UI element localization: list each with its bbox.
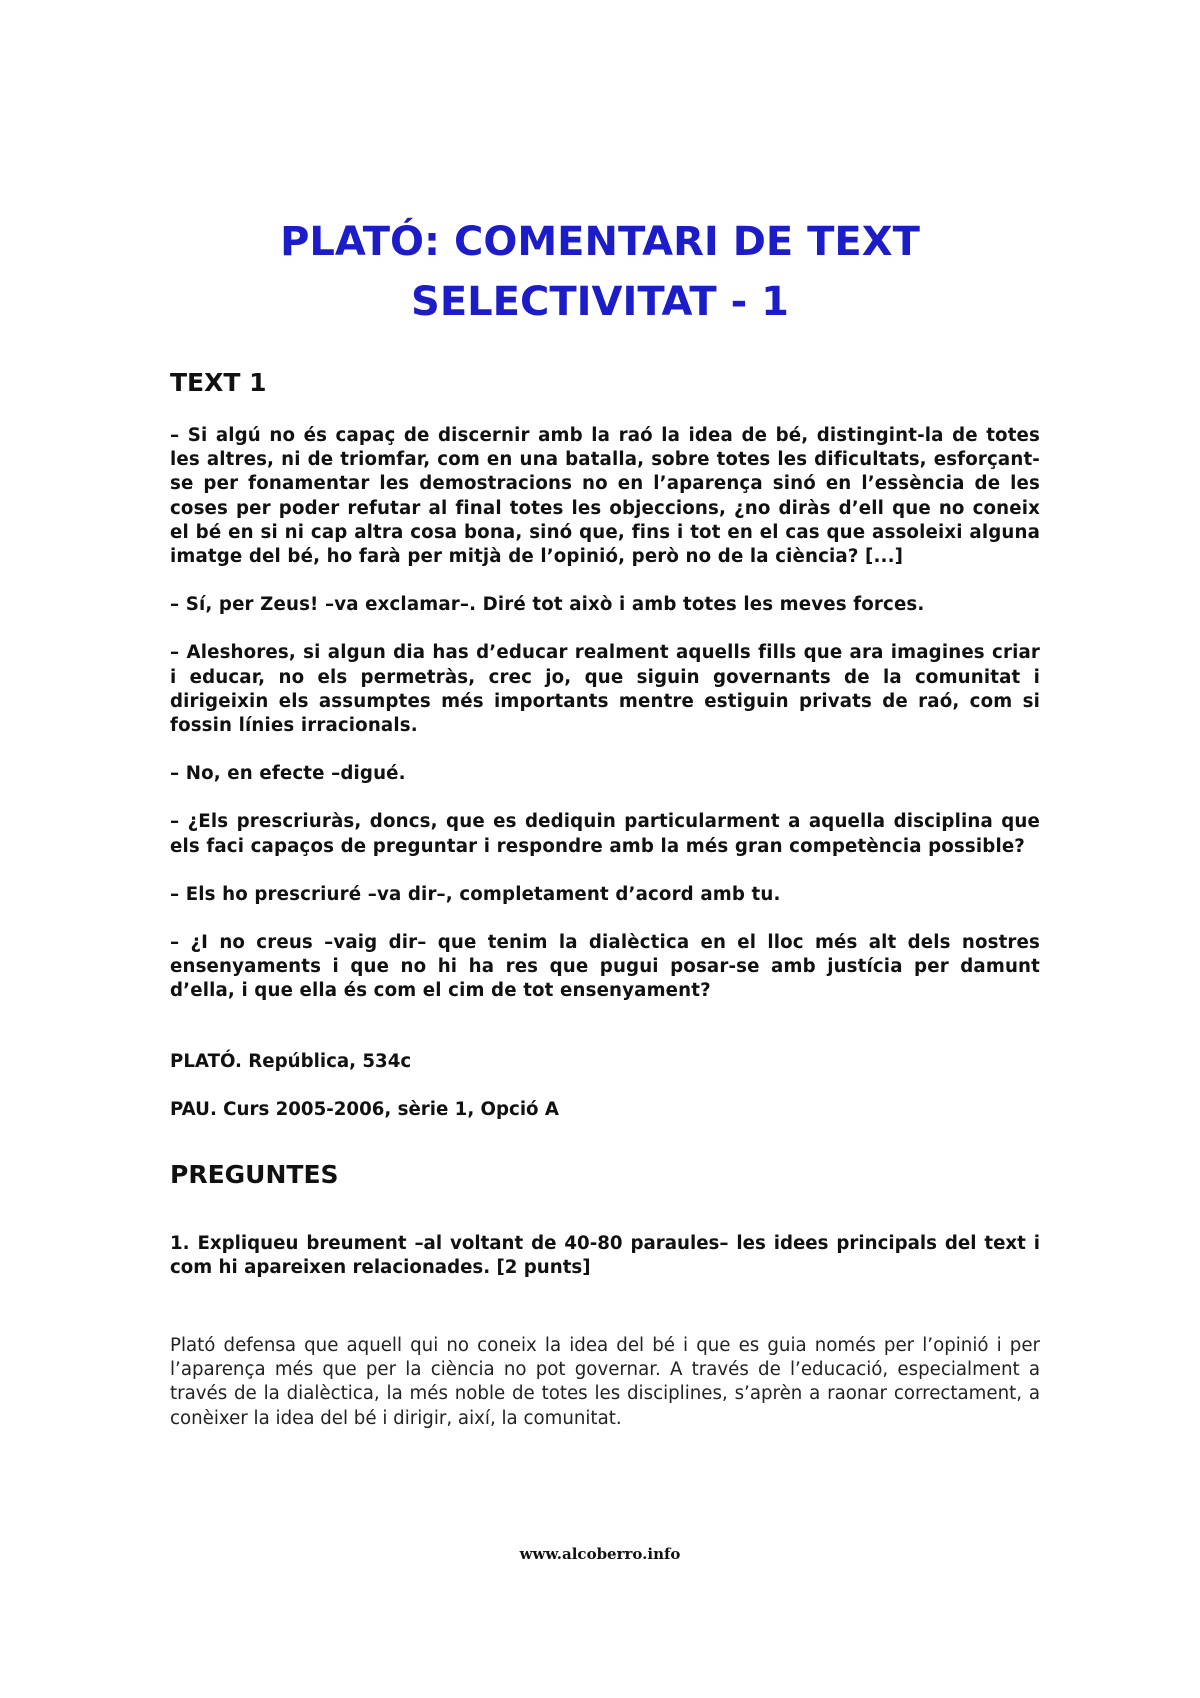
page-title	[0, 212, 1200, 332]
text-paragraph-5: – ¿Els prescriuràs, doncs, que es dediquin particularment a aquella disciplina que els faci capaços de preguntar i respondre amb la més gran competència possible?	[170, 811, 1040, 857]
answer-1: Plató defensa que aquell qui no coneix la idea del bé i que es guia només per l’opinió i per l’aparença més que per la ciència no pot governar. A través de l’educació, especialment a través de la dialèctica, la més noble de totes les disciplines, s’aprèn a raonar correctament, a conèixer la idea del bé i dirigir, així, la comunitat.	[170, 1335, 1040, 1429]
exam-reference: PAU. Curs 2005-2006, sèrie 1, Opció A	[170, 1098, 559, 1120]
text-source: PLATÓ. República, 534c	[170, 1050, 412, 1072]
text-paragraph-2: – Sí, per Zeus! –va exclamar–. Diré tot això i amb totes les meves forces.	[170, 594, 925, 616]
text-heading: TEXT 1	[170, 368, 267, 397]
text-paragraph-4: – No, en efecte –digué.	[170, 763, 406, 785]
text-paragraph-1: – Si algú no és capaç de discernir amb la raó la idea de bé, distingint-la de totes les altres, ni de triomfar, com en una batalla, sobre totes les dificultats, esforçant-se per fonamentar les demostracions no en l’aparença sinó en l’essència de les coses per poder refutar al final totes les objeccions, ¿no diràs d’ell que no coneix el bé en si ni cap altra cosa bona, sinó que, fins i tot en el cas que assoleixi alguna imatge del bé, ho farà per mitjà de l’opinió, però no de la ciència? [...]	[170, 425, 1040, 568]
text-paragraph-6: – Els ho prescriuré –va dir–, completament d’acord amb tu.	[170, 883, 781, 905]
text-paragraph-3: – Aleshores, si algun dia has d’educar realment aquells fills que ara imagines criar i educar, no els permetràs, crec jo, que siguin governants de la comunitat i dirigeixin els assumptes més importants mentre estiguin privats de raó, com si fossin línies irracionals.	[170, 642, 1040, 737]
document-body	[170, 368, 1040, 1431]
title-line-1: PLATÓ: COMENTARI DE TEXT	[280, 219, 920, 265]
text-paragraph-7: – ¿I no creus –vaig dir– que tenim la dialèctica en el lloc més alt dels nostres ensenyaments i que no hi ha res que pugui posar-se amb justícia per damunt d’ella, i que ella és com el cim de tot ensenyament?	[170, 932, 1040, 1002]
question-1: 1. Expliqueu breument –al voltant de 40-80 paraules– les idees principals del text i com hi apareixen relacionades. [2 punts]	[170, 1232, 1040, 1278]
questions-heading: PREGUNTES	[170, 1159, 339, 1189]
title-line-2: SELECTIVITAT - 1	[411, 279, 789, 325]
footer-url: www.alcoberro.info	[519, 1545, 681, 1563]
